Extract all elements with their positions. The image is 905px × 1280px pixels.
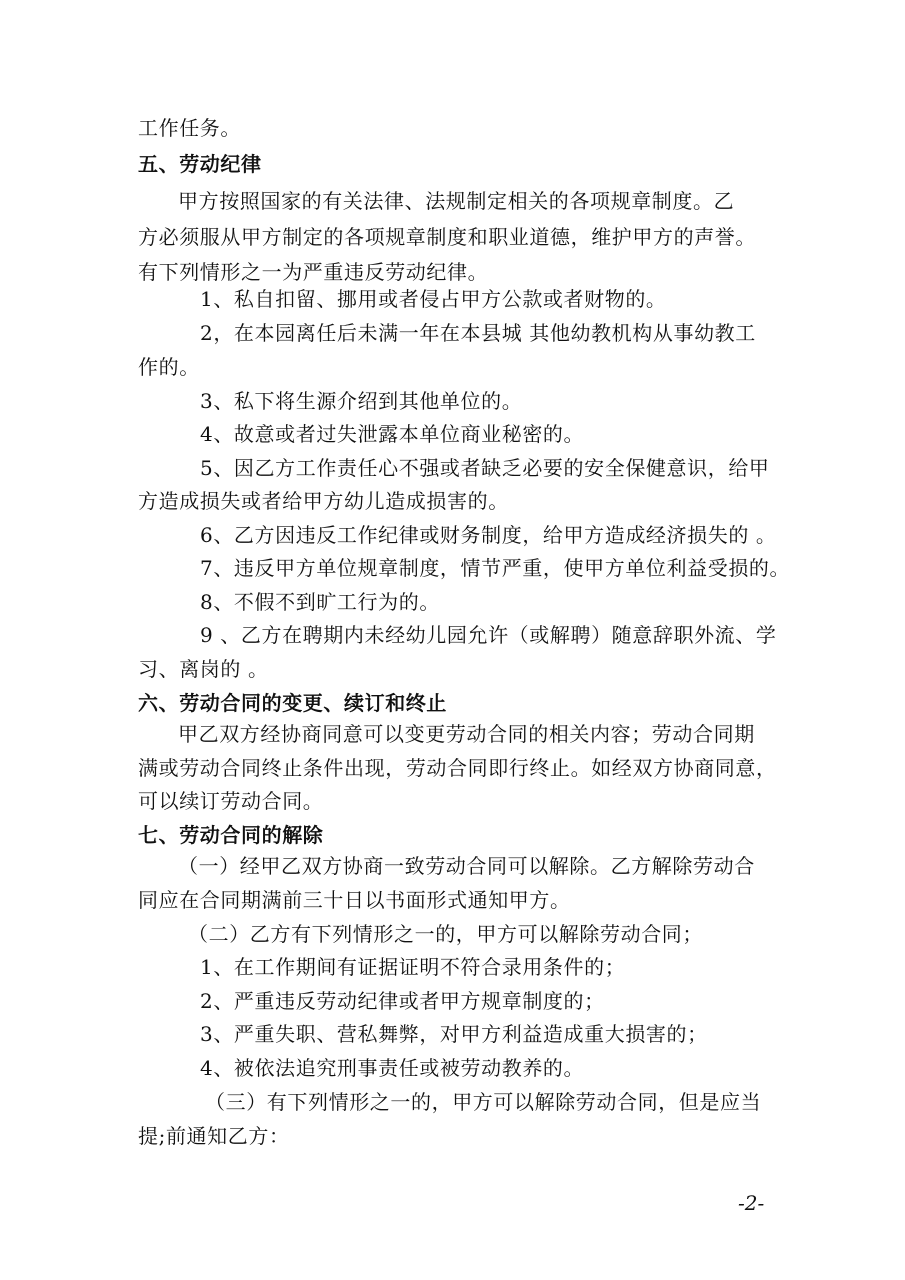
section-heading: 五、劳动纪律 xyxy=(138,152,262,176)
text-line: 满或劳动合同终止条件出现，劳动合同即行终止。如经双方协商同意， xyxy=(138,756,777,780)
page-number: -2- xyxy=(738,1191,765,1215)
text-line: （三）有下列情形之一的，甲方可以解除劳动合同，但是应当 xyxy=(205,1090,762,1114)
text-line: 可以续订劳动合同。 xyxy=(138,789,324,813)
text-line: 甲乙双方经协商同意可以变更劳动合同的相关内容；劳动合同期 xyxy=(178,722,755,746)
list-item: 9 、乙方在聘期内未经幼儿园允许（或解聘）随意辞职外流、学 xyxy=(200,623,777,647)
text-line: （一）经甲乙双方协商一致劳动合同可以解除。乙方解除劳动合 xyxy=(178,854,755,878)
text-line: 同应在合同期满前三十日以书面形式通知甲方。 xyxy=(138,888,571,912)
text-line: 作的。 xyxy=(138,355,200,379)
text-line: 方必须服从甲方制定的各项规章制度和职业道德，维护甲方的声誉。 xyxy=(138,225,756,249)
text-line: 习、离岗的 。 xyxy=(138,657,269,681)
list-item: 8、不假不到旷工行为的。 xyxy=(200,590,440,614)
text-line: 有下列情形之一为严重违反劳动纪律。 xyxy=(138,260,489,284)
list-item: 4、被依法追究刑事责任或被劳动教养的。 xyxy=(200,1056,585,1080)
list-item: 1、在工作期间有证据证明不符合录用条件的； xyxy=(200,955,626,979)
text-line: （二）乙方有下列情形之一的，甲方可以解除劳动合同； xyxy=(188,922,703,946)
text-line: 方造成损失或者给甲方幼儿造成损害的。 xyxy=(138,489,509,513)
text-line: 甲方按照国家的有关法律、法规制定相关的各项规章制度。乙 xyxy=(178,189,735,213)
section-heading: 六、劳动合同的变更、续订和终止 xyxy=(138,691,447,715)
text-line: 提;前通知乙方： xyxy=(138,1124,290,1148)
text-line: 工作任务。 xyxy=(138,116,241,140)
list-item: 3、私下将生源介绍到其他单位的。 xyxy=(200,389,523,413)
list-item: 6、乙方因违反工作纪律或财务制度，给甲方造成经济损失的 。 xyxy=(200,523,777,547)
list-item: 4、故意或者过失泄露本单位商业秘密的。 xyxy=(200,422,585,446)
list-item: 5、因乙方工作责任心不强或者缺乏必要的安全保健意识，给甲 xyxy=(200,456,770,480)
list-item: 1、私自扣留、挪用或者侵占甲方公款或者财物的。 xyxy=(200,287,667,311)
list-item: 2、严重违反劳动纪律或者甲方规章制度的； xyxy=(200,989,605,1013)
list-item: 7、违反甲方单位规章制度，情节严重，使甲方单位利益受损的。 xyxy=(200,556,791,580)
list-item: 2，在本园离任后未满一年在本县城 其他幼教机构从事幼教工 xyxy=(200,321,756,345)
section-heading: 七、劳动合同的解除 xyxy=(138,823,324,847)
list-item: 3、严重失职、营私舞弊，对甲方利益造成重大损害的； xyxy=(200,1022,708,1046)
